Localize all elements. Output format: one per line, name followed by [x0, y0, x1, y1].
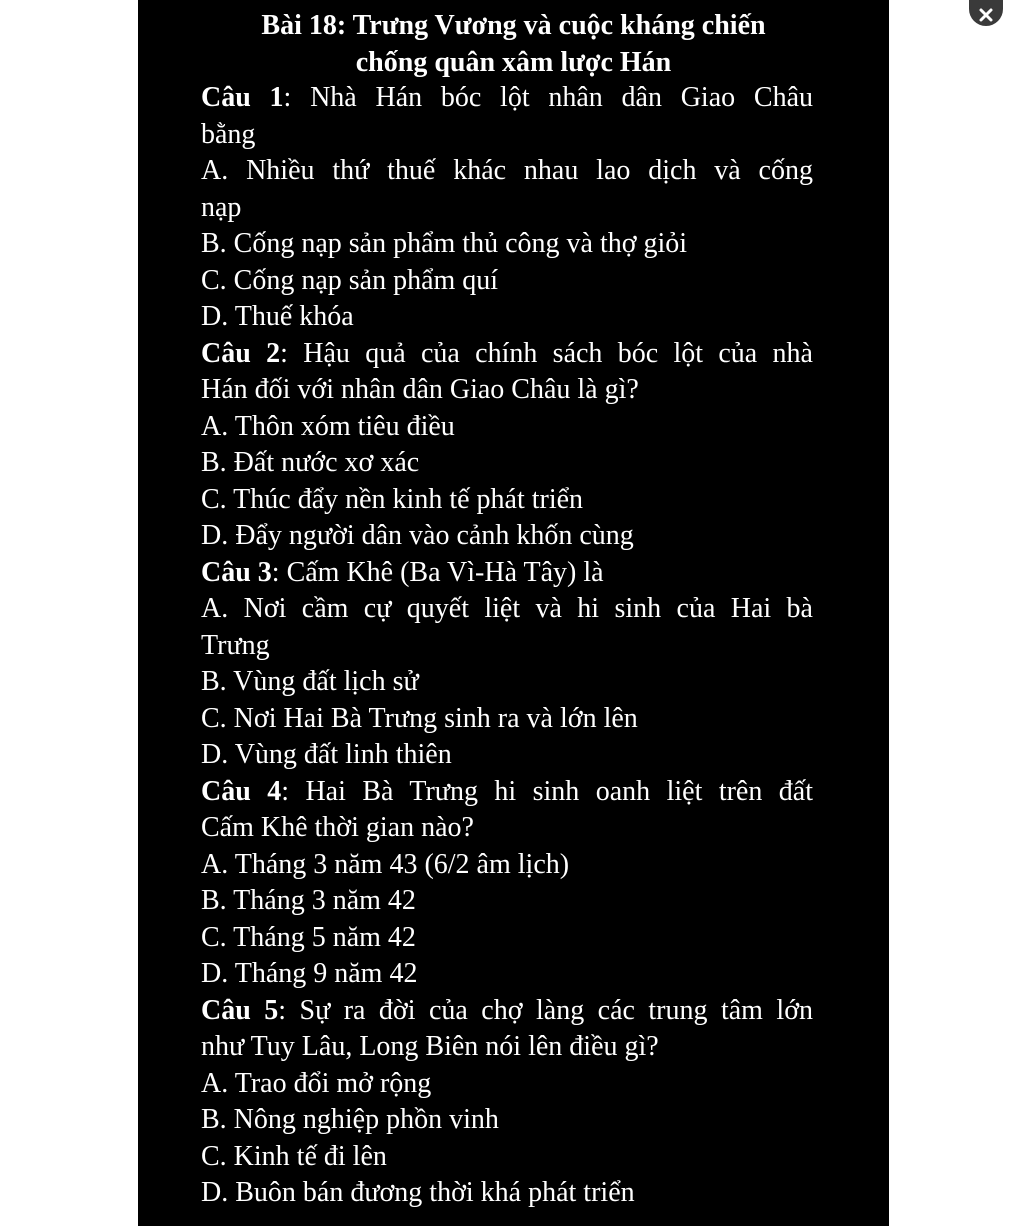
question-2 [201, 336, 813, 555]
close-button[interactable] [969, 0, 1003, 26]
question-2-text: Câu 2: Hậu quả của chính sách bóc lột của nhà [201, 337, 813, 369]
question-label: Câu 4 [201, 775, 282, 807]
title-line-1: Bài 18: Trưng Vương và cuộc kháng chiến [261, 10, 766, 41]
page-title [138, 7, 889, 81]
option-1d: D. Thuế khóa [201, 301, 354, 332]
question-5 [201, 993, 813, 1212]
option-3d: D. Vùng đất linh thiên [201, 739, 452, 770]
option-5d: D. Buôn bán đương thời khá phát triển [201, 1177, 635, 1208]
question-3 [201, 555, 813, 774]
option-2c: C. Thúc đẩy nền kinh tế phát triển [201, 483, 584, 515]
option-3a: A. Nơi cầm cự quyết liệt và hi sinh của Hai bà [201, 593, 813, 624]
option-4d: D. Tháng 9 năm 42 [201, 958, 418, 989]
document-page [138, 0, 889, 1226]
option-1b: B. Cống nạp sản phẩm thủ công và thợ giỏi [201, 228, 688, 259]
question-label: Câu 3 [201, 556, 272, 588]
option-4a: A. Tháng 3 năm 43 (6/2 âm lịch) [201, 848, 570, 880]
question-4-text: Câu 4: Hai Bà Trưng hi sinh oanh liệt trên đất [201, 775, 813, 807]
question-5-text-cont: như Tuy Lâu, Long Biên nói lên điều gì? [201, 1031, 659, 1062]
close-icon [978, 7, 994, 23]
option-2a: A. Thôn xóm tiêu điều [201, 410, 455, 442]
option-1a: A. Nhiều thứ thuế khác nhau lao dịch và cống [201, 155, 813, 186]
option-3b: B. Vùng đất lịch sử [201, 666, 419, 697]
option-5c: C. Kinh tế đi lên [201, 1140, 387, 1172]
option-1c: C. Cống nạp sản phẩm quí [201, 264, 499, 296]
option-3a-cont: Trưng [201, 629, 270, 661]
question-4-text-cont: Cấm Khê thời gian nào? [201, 812, 474, 843]
question-2-text-cont: Hán đối với nhân dân Giao Châu là gì? [201, 374, 639, 405]
option-3c: C. Nơi Hai Bà Trưng sinh ra và lớn lên [201, 702, 638, 734]
option-5a: A. Trao đổi mở rộng [201, 1067, 432, 1099]
question-1 [201, 80, 813, 336]
question-4 [201, 774, 813, 993]
option-5b: B. Nông nghiệp phồn vinh [201, 1104, 499, 1135]
option-4c: C. Tháng 5 năm 42 [201, 921, 416, 953]
title-line-2: chống quân xâm lược Hán [355, 47, 672, 78]
question-1-text: Câu 1: Nhà Hán bóc lột nhân dân Giao Châu [201, 82, 813, 113]
question-5-text: Câu 5: Sự ra đời của chợ làng các trung tâm lớn [201, 994, 814, 1026]
option-2d: D. Đẩy người dân vào cảnh khốn cùng [201, 520, 634, 551]
question-3-text: Câu 3: Cấm Khê (Ba Vì-Hà Tây) là [201, 556, 604, 588]
option-2b: B. Đất nước xơ xác [201, 447, 420, 478]
question-list [201, 80, 813, 1212]
question-label: Câu 1 [201, 82, 284, 113]
option-1a-cont: nạp [201, 191, 242, 223]
question-label: Câu 2 [201, 337, 281, 369]
question-1-text-cont: bằng [201, 118, 256, 150]
option-4b: B. Tháng 3 năm 42 [201, 885, 416, 916]
question-label: Câu 5 [201, 994, 279, 1026]
